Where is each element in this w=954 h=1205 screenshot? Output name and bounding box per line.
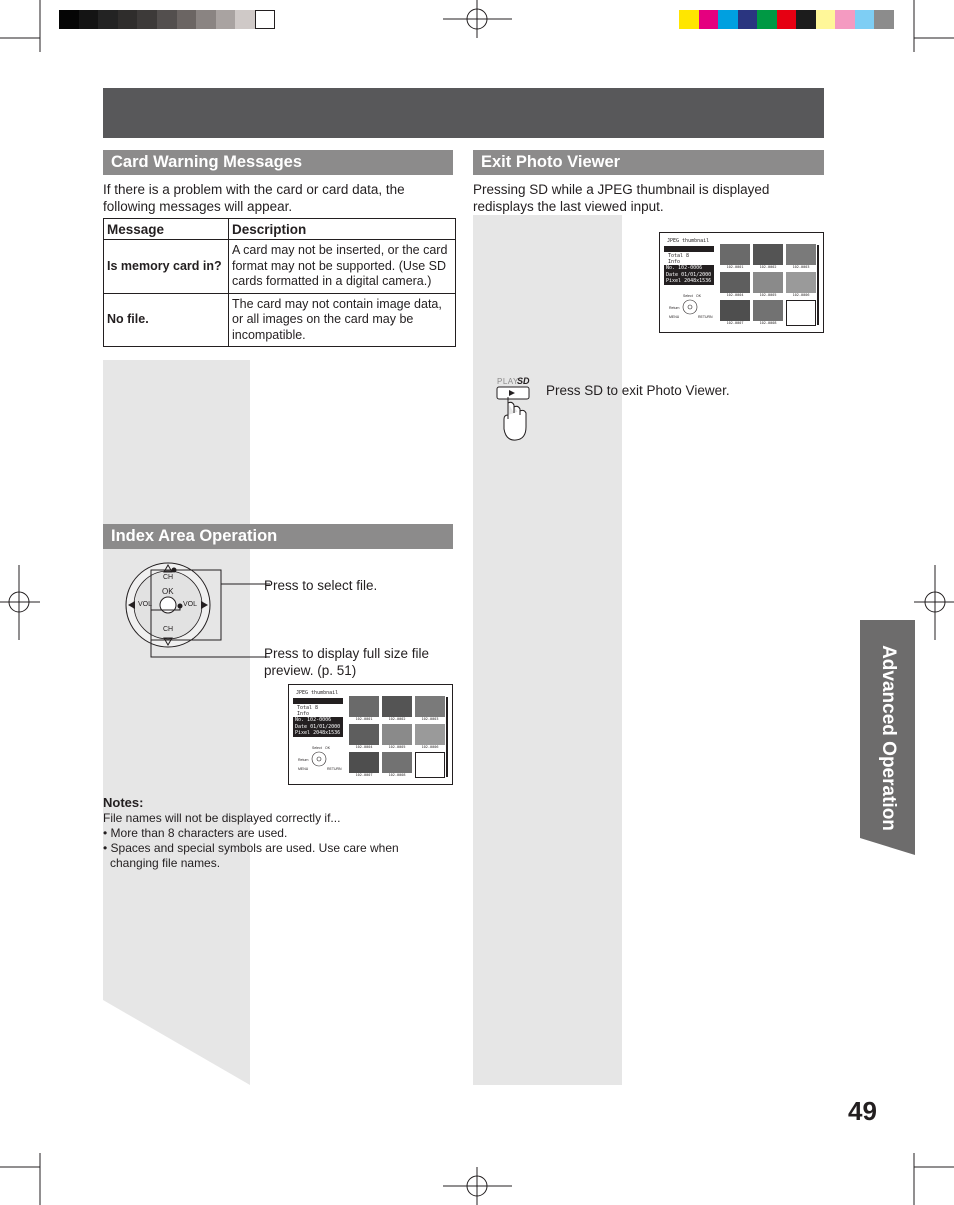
callout-full-preview: Press to display full size file preview. (p. 51) xyxy=(264,646,430,678)
remote-dpad-diagram xyxy=(120,560,270,660)
date-value: 01/01/2000 xyxy=(310,723,341,730)
screen-title: JPEG thumbnail xyxy=(667,238,710,244)
thumbnail-8: 102-0008 xyxy=(382,752,412,778)
notes-bullet-continuation: changing file names. xyxy=(110,856,221,870)
screen-info: Info xyxy=(297,711,310,717)
svg-text:SD: SD xyxy=(517,376,530,386)
menu-label: MENU xyxy=(669,315,680,319)
table-header-message: Message xyxy=(104,219,229,240)
thumbnail-2: 102-0002 xyxy=(753,244,783,270)
screen-detail-box xyxy=(664,265,714,285)
mini-dpad-icon xyxy=(680,297,700,317)
no-label: No. xyxy=(666,265,676,271)
remote-label-ch-bottom: CH xyxy=(163,626,174,633)
side-tab-label: Advanced Operation xyxy=(877,644,899,831)
pixel-value: 2048x1536 xyxy=(313,730,341,736)
no-value: 102-0006 xyxy=(678,265,703,271)
notes-bullet: • More than 8 characters are used. xyxy=(103,826,288,840)
notes-heading: Notes: xyxy=(103,795,144,810)
thumbnail-2: 102-0002 xyxy=(382,696,412,722)
return-label: Return xyxy=(298,758,309,762)
thumbnail-6: 102-0006 xyxy=(415,724,445,750)
screen-scrollbar xyxy=(446,697,448,777)
screen-info: Info xyxy=(668,259,681,265)
screen-info-bar xyxy=(293,698,343,704)
thumbnail-8: 102-0008 xyxy=(753,300,783,326)
table-cell-description: A card may not be inserted, or the card format may not be supported. (Use SD cards formatted in a digital camera.) xyxy=(229,240,456,294)
remote-label-ch-top: CH xyxy=(163,574,174,581)
card-warning-intro: If there is a problem with the card or card data, the following messages will appear. xyxy=(103,182,405,214)
return-button-label: RETURN xyxy=(327,767,342,771)
table-cell-description: The card may not contain image data, or all images on the card may be incompatible. xyxy=(229,293,456,347)
select-label: Select xyxy=(683,294,693,298)
thumbnail-7: 102-0007 xyxy=(349,752,379,778)
date-label: Date xyxy=(666,271,679,278)
pixel-label: Pixel xyxy=(666,278,682,284)
table-row xyxy=(104,240,456,294)
ok-label: OK xyxy=(696,294,702,298)
thumbnail-3: 102-0003 xyxy=(786,244,816,270)
thumbnail-4: 102-0004 xyxy=(720,272,750,298)
table-row xyxy=(104,293,456,347)
thumbnail-4: 102-0004 xyxy=(349,724,379,750)
return-label: Return xyxy=(669,306,680,310)
no-label: No. xyxy=(295,717,305,723)
pixel-label: Pixel xyxy=(295,730,311,736)
exit-photo-intro: Pressing SD while a JPEG thumbnail is displayed redisplays the last viewed input. xyxy=(473,182,770,214)
table-header-row xyxy=(104,219,456,240)
section-header-card-warning: Card Warning Messages xyxy=(103,150,453,175)
thumbnail-1: 102-0001 xyxy=(349,696,379,722)
notes-bullet: • Spaces and special symbols are used. Use care when xyxy=(103,841,399,855)
callout-select-file: Press to select file. xyxy=(264,578,378,593)
screen-scrollbar xyxy=(817,245,819,325)
remote-label-vol-left: VOL xyxy=(138,601,153,608)
screen-title: JPEG thumbnail xyxy=(296,690,339,696)
screen-total: Total 8 xyxy=(668,253,690,259)
table-cell-message: Is memory card in? xyxy=(104,240,229,294)
select-label: Select xyxy=(312,746,322,750)
ok-label: OK xyxy=(325,746,331,750)
notes-line: File names will not be displayed correctly if... xyxy=(103,811,341,825)
exit-instruction: Press SD to exit Photo Viewer. xyxy=(546,383,730,398)
thumbnail-6: 102-0006 xyxy=(786,272,816,298)
empty-thumbnail-slot xyxy=(786,300,816,326)
screen-detail-box xyxy=(293,717,343,737)
pixel-value: 2048x1536 xyxy=(684,278,712,284)
screen-info-bar xyxy=(664,246,714,252)
thumbnail-7: 102-0007 xyxy=(720,300,750,326)
notes-body xyxy=(103,811,443,871)
mini-dpad-icon xyxy=(309,749,329,769)
section-header-exit-photo-viewer: Exit Photo Viewer xyxy=(473,150,824,175)
remote-label-vol-right: VOL xyxy=(183,601,198,608)
thumbnail-5: 102-0005 xyxy=(382,724,412,750)
table-cell-message: No file. xyxy=(104,293,229,347)
date-label: Date xyxy=(295,723,308,730)
thumb-grid xyxy=(349,696,445,778)
thumbnail-3: 102-0003 xyxy=(415,696,445,722)
jpeg-thumbnail-screen xyxy=(659,232,824,333)
menu-label: MENU xyxy=(298,767,309,771)
thumb-grid xyxy=(720,244,816,326)
empty-thumbnail-slot xyxy=(415,752,445,778)
date-value: 01/01/2000 xyxy=(681,271,712,278)
remote-label-ok: OK xyxy=(162,587,174,596)
page-number: 49 xyxy=(848,1096,877,1126)
table-header-description: Description xyxy=(229,219,456,240)
card-warning-table xyxy=(103,218,456,347)
screen-total: Total 8 xyxy=(297,705,319,711)
return-button-label: RETURN xyxy=(698,315,713,319)
thumbnail-5: 102-0005 xyxy=(753,272,783,298)
jpeg-thumbnail-screen xyxy=(288,684,453,785)
section-header-index-area: Index Area Operation xyxy=(103,524,453,549)
play-button-label: PLAY xyxy=(497,377,519,386)
no-value: 102-0006 xyxy=(307,717,332,723)
thumbnail-1: 102-0001 xyxy=(720,244,750,270)
play-button-hand-icon[interactable] xyxy=(494,385,539,445)
